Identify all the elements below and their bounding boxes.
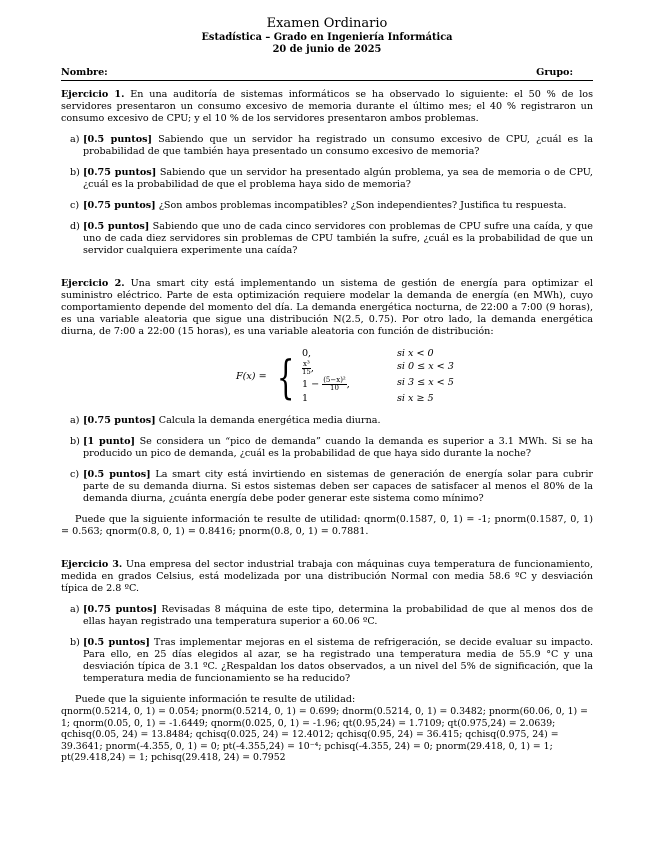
case-cond: si 0 ≤ x < 3 [396,361,454,372]
item-points: [0.75 puntos] [83,200,156,211]
exercise-1-intro [61,89,593,125]
item-letter: c) [70,469,80,480]
fraction-denominator: 15 [301,368,311,376]
case-expr: 0, [301,348,312,359]
item-text: Calcula la demanda energética media diurna. [158,415,381,426]
exam-date: 20 de junio de 2025 [272,44,382,55]
exercise-1-item [61,221,593,257]
item-text: Tras implementar mejoras en el sistema de refrigeración, se decide evaluar su impacto. Para ello, en 25 días elegidos al azar, se ha registrado una temperatura media de 55.9 °C y una desviación típica de 3.1 ºC. ¿Respaldan los datos observados, a un nivel del 5% de significación, que la temperatura media de funcionamiento se ha reducido? [83,637,593,684]
item-text: Sabiendo que uno de cada cinco servidores con problemas de CPU sufre una caída, y que uno de cada diez servidores sin problemas de CPU también la sufre, ¿cuál es la probabilidad de que un servidor cualquiera experimente una caída? [83,221,593,256]
exam-title: Examen Ordinario [266,16,388,31]
item-text: Sabiendo que un servidor ha registrado un consumo excesivo de CPU, ¿cuál es la probabilidad de que también haya presentado un consumo excesivo de memoria? [83,134,594,157]
exercise-3-label: Ejercicio 3. [61,559,123,570]
case-cond: si 3 ≤ x < 5 [396,377,454,388]
item-points: [0.5 puntos] [83,637,150,648]
item-points: [0.5 puntos] [83,221,150,232]
exercise-3-text: Una empresa del sector industrial trabaja con máquinas cuya temperatura de funcionamiento, medida en grados Celsius, está modelizada por una distribución Normal con media 58.6 ºC y desviación típica de 2.8 ºC. [61,559,593,594]
fraction-denominator: 10 [330,384,339,392]
item-points: [1 punto] [83,436,136,447]
exercise-2 [61,278,593,538]
formula-cases [302,348,454,405]
fraction-numerator: (5−x)² [323,376,346,384]
item-letter: b) [70,167,80,178]
item-text: La smart city está invirtiendo en sistemas de generación de energía solar para cubrir parte de su demanda diurna. Si estos sistemas deben ser capaces de satisfacer al menos el 80% de la demanda diurna, ¿cuánta energía debe poder generar este sistema como mínimo? [83,469,593,504]
case-expr: $\frac{\text{x³}}{15}$ , [301,360,314,376]
exercise-2-item [61,436,593,460]
item-letter: a) [70,134,80,145]
exercise-3-item [61,604,593,628]
exercise-3-intro [61,559,593,595]
exercise-2-label: Ejercicio 2. [61,278,125,289]
item-points: [0.5 puntos] [83,134,153,145]
exercise-1-item [61,134,593,158]
exercise-2-items [61,415,593,505]
item-letter: d) [70,221,80,232]
exercise-3 [61,559,593,764]
exercise-1 [61,89,593,257]
item-points: [0.5 puntos] [83,469,151,480]
item-text: Se considera un “pico de demanda” cuando la demanda es superior a 3.1 MWh. Si se ha producido un pico de demanda, ¿cuál es la probabilidad de que haya sido durante la noche? [83,436,593,459]
case-expr-prefix: 1 − [301,379,320,390]
item-points: [0.75 puntos] [83,604,158,615]
exercise-3-item [61,637,593,685]
exercise-2-utility: Puede que la siguiente información te resulte de utilidad: qnorm(0.1587, 0, 1) = -1; pnorm(0.1587, 0, 1) = 0.563; qnorm(0.8, 0, 1) = 0.8416; pnorm(0.8, 0, 1) = 0.7881. [61,514,593,537]
exercise-1-item [61,167,593,191]
exercise-1-item [61,200,593,212]
exercise-2-item [61,469,593,505]
exercise-1-label: Ejercicio 1. [61,89,125,100]
item-letter: b) [70,637,80,648]
item-letter: a) [70,604,80,615]
exam-subtitle: Estadística – Grado en Ingeniería Informática [201,32,453,43]
item-letter: b) [70,436,80,447]
exercise-1-text: En una auditoría de sistemas informáticos se ha observado lo siguiente: el 50 % de los servidores presentaron un consumo excesivo de memoria durante el último mes; el 40 % registraron un consumo excesivo de CPU; y el 10 % de los servidores presentaron ambos problemas. [61,89,593,124]
item-text: Revisadas 8 máquina de este tipo, determina la probabilidad de que al menos dos de ellas hayan registrado una temperatura superior a 60.06 ºC. [83,604,593,627]
exercise-2-text: Una smart city está implementando un sistema de gestión de energía para optimizar el suministro eléctrico. Parte de esta optimización requiere modelar la demanda de energía (en MWh), cuyo comportamiento depende del momento del día. La demanda energética nocturna, de 22:00 a 7:00 (9 horas), es una variable aleatoria que sigue una distribución N(2.5, 0.75). Por otro lado, la demanda energética diurna, de 7:00 a 22:00 (15 horas), es una variable aleatoria con función de distribución: [61,278,594,337]
fraction [322,377,347,392]
item-text: Sabiendo que un servidor ha presentado algún problema, ya sea de memoria o de CPU, ¿cuál es la probabilidad de que el problema haya sido de memoria? [83,167,593,190]
formula-lhs: F(x) = [236,370,267,382]
case-cond: si x < 0 [396,348,434,359]
item-letter: c) [70,200,80,211]
exercise-3-utility-intro: Puede que la siguiente información te resulte de utilidad: [75,694,356,705]
exercise-2-intro [61,278,593,338]
item-points: [0.75 puntos] [83,167,157,178]
distribution-function [236,348,593,405]
item-points: [0.75 puntos] [83,415,156,426]
fraction-numerator: x³ [303,360,310,368]
name-group-row [61,67,593,81]
left-brace: { [276,349,295,404]
fraction [302,361,311,376]
group-label: Grupo: [536,67,573,78]
exercise-2-item [61,415,593,427]
exercise-3-items [61,604,593,685]
exercise-1-items [61,134,593,257]
name-label: Nombre: [61,67,108,78]
case-expr: 1 − $\frac{\text{(5−x)²}}{10}$ , [301,376,350,392]
item-text: ¿Son ambos problemas incompatibles? ¿Son independientes? Justifica tu respuesta. [158,200,567,211]
case-expr: 1 [301,393,309,404]
exercise-3-utility: qnorm(0.5214, 0, 1) = 0.054; pnorm(0.5214, 0, 1) = 0.699; dnorm(0.5214, 0, 1) = 0.3482; pnorm(60.06, 0, 1) = 1; qnorm(0.05, 0, 1) = -1.6449; qnorm(0.025, 0, 1) = -1.96; qt(0.95,24) = 1.7109; qt(0.975,24) = 2.0639; qchisq(0.05, 24) = 13.8484; qchisq(0.025, 24) = 12.4012; qchisq(0.95, 24) = 36.415; qchisq(0.975, 24) = 39.3641; pnorm(-4.355, 0, 1) = 0; pt(-4.355,24) = 10⁻⁴; pchisq(-4.355, 24) = 0; pnorm(29.418, 0, 1) = 1; pt(29.418,24) = 1; pchisq(29.418, 24) = 0.7952 [61,706,588,763]
item-letter: a) [70,415,80,426]
case-cond: si x ≥ 5 [396,393,434,404]
exam-document [61,14,593,764]
